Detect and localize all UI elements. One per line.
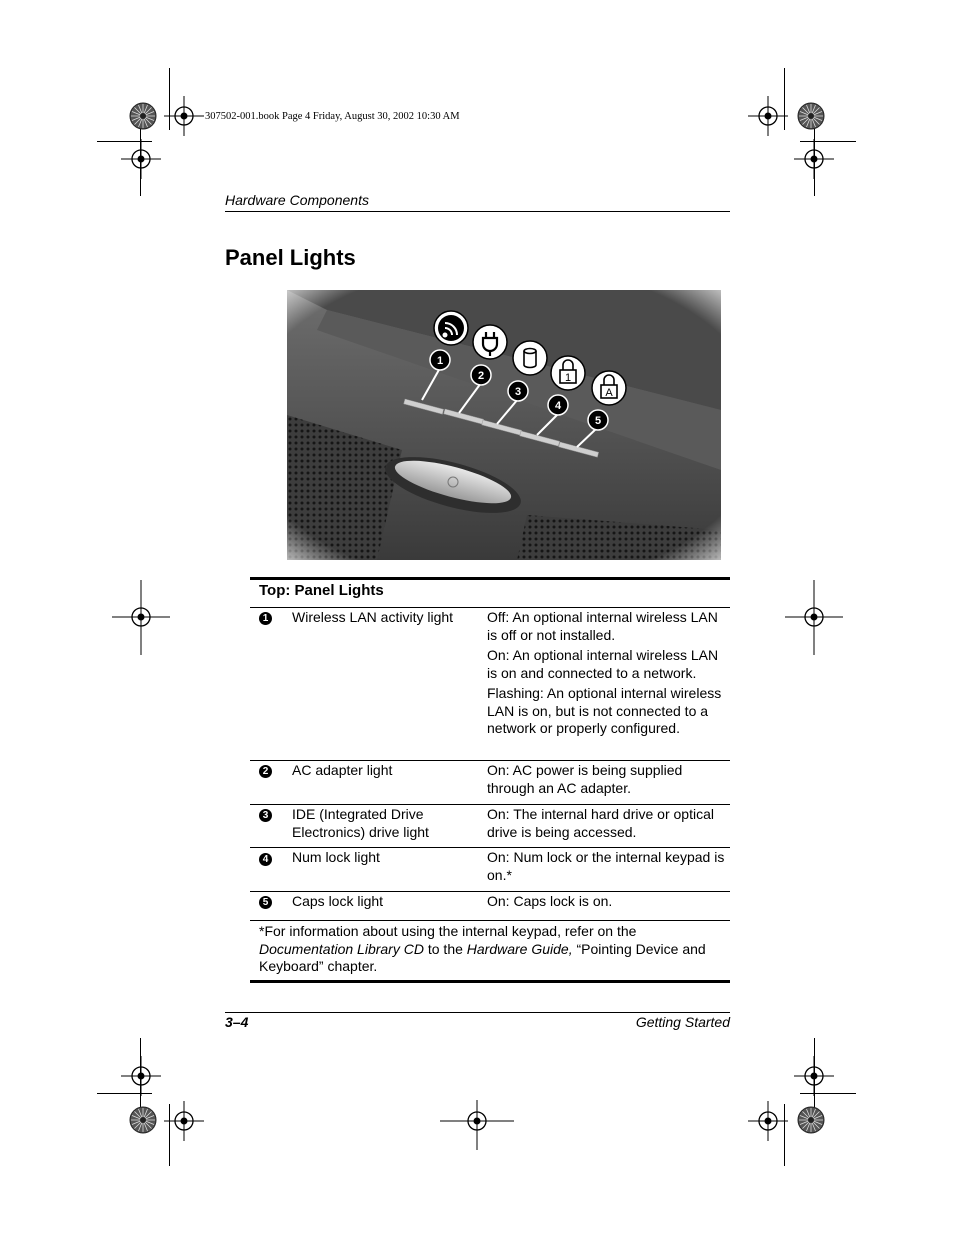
- component-description: On: AC power is being supplied through an AC adapter.: [487, 762, 683, 796]
- component-name: IDE (Integrated Drive Electronics) drive light: [292, 806, 429, 840]
- running-head: Hardware Components: [225, 192, 369, 208]
- component-description: On: The internal hard drive or optical drive is being accessed.: [487, 806, 714, 840]
- component-description: Off: An optional internal wireless LAN is off or not installed. On: An optional internal wireless LAN is on and connected to a network. Flashing: An optional internal wireless LAN is on, but is not connected to a network or properly configured.: [487, 609, 722, 736]
- row-number: 5: [259, 896, 272, 909]
- component-name: AC adapter light: [292, 762, 393, 778]
- row-number: 3: [259, 809, 272, 822]
- component-description: On: Num lock or the internal keypad is on.*: [487, 849, 725, 883]
- panel-lights-figure: [287, 290, 721, 560]
- table-footnote: *For information about using the internal keypad, refer on the Documentation Library CD to the Hardware Guide, “Pointing Device and Keyboard” chapter.: [259, 923, 706, 974]
- row-rule: [250, 920, 730, 921]
- book-slug: 307502-001.book Page 4 Friday, August 30, 2002 10:30 AM: [205, 111, 460, 122]
- row-rule: [250, 847, 730, 848]
- component-name: Caps lock light: [292, 893, 384, 909]
- row-rule: [250, 607, 730, 608]
- row-rule: [250, 891, 730, 892]
- table-bottom-rule: [250, 980, 730, 983]
- table-top-rule: [250, 577, 730, 580]
- component-name: Num lock light: [292, 849, 380, 865]
- table-caption: Top: Panel Lights: [259, 582, 384, 599]
- page-title: Panel Lights: [225, 245, 356, 270]
- book-title: Getting Started: [635, 1014, 730, 1030]
- component-description: On: Caps lock is on.: [487, 893, 613, 909]
- component-name: Wireless LAN activity light: [292, 609, 454, 625]
- page-number: 3–4: [225, 1014, 249, 1030]
- row-number: 1: [259, 612, 272, 625]
- row-number: 4: [259, 853, 272, 866]
- header-rule: [225, 211, 730, 212]
- row-rule: [250, 760, 730, 761]
- row-rule: [250, 804, 730, 805]
- row-number: 2: [259, 765, 272, 778]
- footer-rule: [225, 1012, 730, 1013]
